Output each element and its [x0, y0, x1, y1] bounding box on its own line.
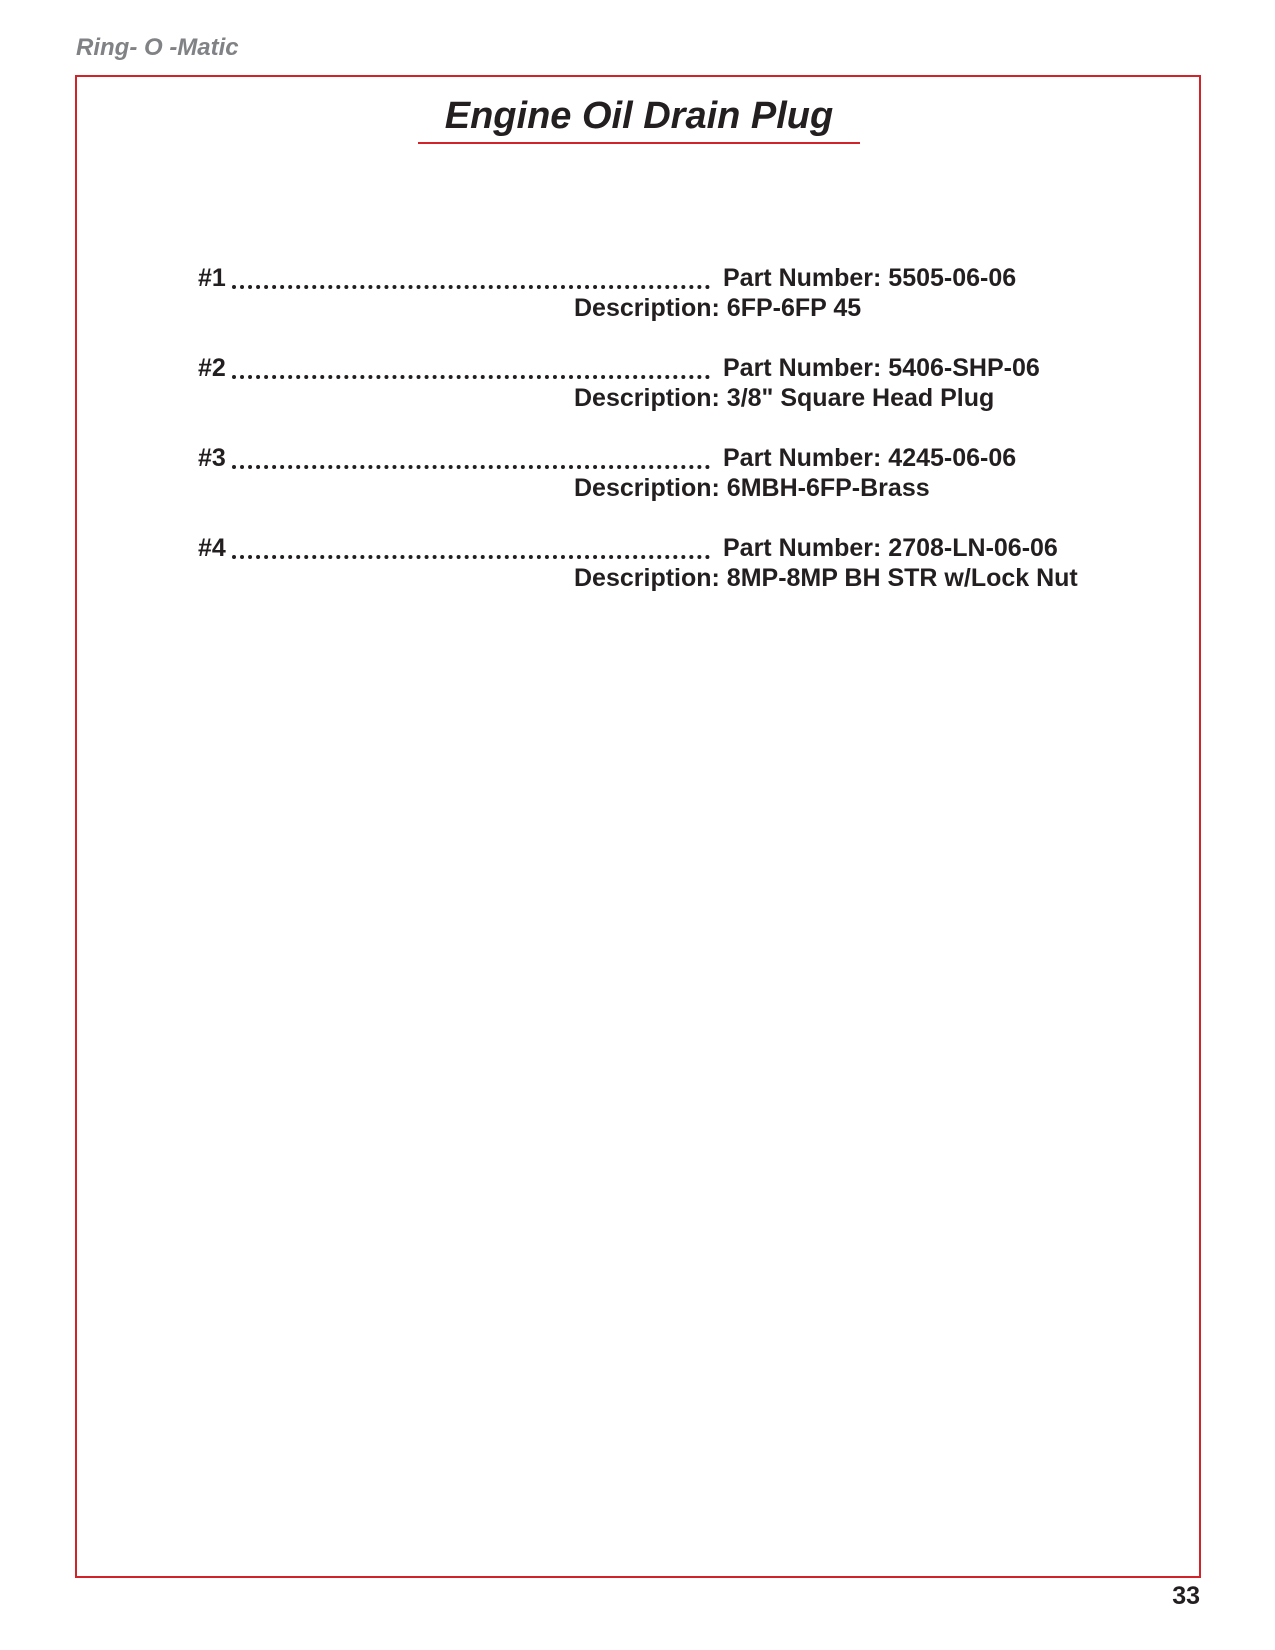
- part-item: [198, 533, 1158, 623]
- part-description: Description: 3/8" Square Head Plug: [574, 384, 995, 412]
- part-id: [198, 443, 226, 473]
- part-item: [198, 263, 1158, 353]
- part-id-label: #3: [198, 444, 226, 472]
- part-number: Part Number: 5406-SHP-06: [723, 354, 1040, 382]
- dot-leader: [232, 465, 710, 469]
- part-number: Part Number: 5505-06-06: [723, 264, 1017, 292]
- part-description: Description: 6FP-6FP 45: [574, 294, 862, 322]
- title-block: [418, 92, 860, 140]
- part-id-label: #4: [198, 534, 226, 562]
- part-description: Description: 8MP-8MP BH STR w/Lock Nut: [574, 564, 1078, 592]
- brand-header: Ring- O -Matic: [76, 34, 239, 61]
- dot-leader: [232, 285, 710, 289]
- part-id: [198, 353, 226, 383]
- dot-leader: [232, 555, 710, 559]
- part-number: Part Number: 4245-06-06: [723, 444, 1017, 472]
- part-description: Description: 6MBH-6FP-Brass: [574, 474, 930, 502]
- part-item: [198, 443, 1158, 533]
- title-underline: [418, 142, 860, 144]
- part-item: [198, 353, 1158, 443]
- part-id-label: #2: [198, 354, 226, 382]
- part-id-label: #1: [198, 264, 226, 292]
- part-number: Part Number: 2708-LN-06-06: [723, 534, 1058, 562]
- page-title: Engine Oil Drain Plug: [444, 95, 834, 137]
- part-id: [198, 263, 226, 293]
- part-id: [198, 533, 226, 563]
- dot-leader: [232, 375, 710, 379]
- parts-list: [198, 263, 1158, 623]
- page-number: 33: [1172, 1582, 1200, 1610]
